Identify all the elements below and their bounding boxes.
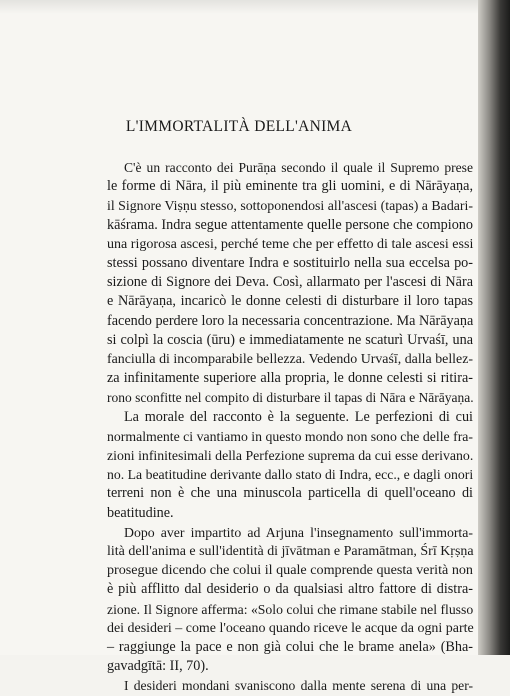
text-line: e Nārāyaṇa, incaricò le donne celesti di disturbare il loro tapas — [107, 293, 473, 310]
text-line: lità dell'anima e sull'identità di jīvātman e Paramātman, Śrī Kṛṣṇa — [107, 544, 474, 560]
text-line: normalmente ci vantiamo in questo mondo non sono che delle fra- — [107, 428, 473, 444]
paragraph-1 — [107, 158, 473, 408]
text-line: beatitudine. — [107, 504, 174, 521]
text-line: una rigorosa ascesi, perché teme che per effetto di tale ascesi essi — [107, 235, 474, 252]
body-text — [107, 158, 473, 696]
paragraph-4 — [107, 676, 473, 695]
text-line: – raggiunge la pace e non già colui che le brame anela» (Bha- — [107, 639, 473, 656]
text-line: il Signore Viṣṇu stesso, sottoponendosi all'ascesi (tapas) a Badari- — [107, 198, 473, 214]
text-line: rono sconfitte nel compito di disturbare il tapas di Nāra e Nārāyaṇa. — [107, 390, 474, 406]
text-line: prosegue dicendo che colui il quale comprende questa verità non — [107, 562, 473, 579]
text-line: gavadgītā: II, 70). — [107, 658, 209, 675]
paragraph-2 — [107, 408, 473, 523]
text-line: fanciulla di incomparabile bellezza. Vedendo Urvaśī, dalla bellez- — [107, 352, 473, 368]
text-line: no. La beatitudine derivante dallo stato di Indra, ecc., e dagli onori — [107, 467, 474, 483]
text-line: le forme di Nāra, il più eminente tra gli uomini, e di Nārāyaṇa, — [107, 178, 473, 195]
text-line: La morale del racconto è la seguente. Le perfezioni di cui — [124, 408, 473, 425]
page-top-shadow — [0, 0, 478, 14]
text-line: dei desideri – come l'oceano quando riceve le acque da ogni parte — [107, 620, 474, 636]
text-line: si colpì la coscia (ūru) e immediatamente ne scaturì Urvaśī, una — [107, 331, 473, 348]
text-line: facendo perdere loro la necessaria concentrazione. Ma Nārāyaṇa — [107, 312, 474, 329]
text-line: terreni non è che una minuscola particella di quell'oceano di — [107, 485, 473, 502]
text-line: kāśrama. Indra segue attentamente quelle persone che compiono — [107, 216, 473, 233]
paragraph-3 — [107, 523, 473, 677]
text-line: C'è un racconto dei Purāṇa secondo il quale il Supremo prese — [124, 160, 473, 175]
chapter-title: L'IMMORTALITÀ DELL'ANIMA — [125, 118, 353, 135]
text-line: zione. Il Signore afferma: «Solo colui che rimane stabile nel flusso — [107, 601, 474, 617]
text-line: Dopo aver impartito ad Arjuna l'insegnamento sull'immorta- — [124, 524, 473, 540]
text-line: I desideri mondani svaniscono dalla mente serena di una per- — [124, 678, 473, 694]
text-line: sizione di Signore dei Deva. Così, allarmato per l'ascesi di Nāra — [107, 274, 473, 291]
book-binding-shadow — [478, 0, 510, 655]
text-line: za infinitamente superiore alla propria, le donne celesti si ritira- — [107, 370, 473, 387]
text-line: stessi possano diventare Indra e sostituirlo nella sua eccelsa po- — [107, 255, 473, 272]
text-line: zioni infinitesimali della Perfezione suprema da cui esse derivano. — [107, 448, 474, 464]
text-line: è più afflitto dal desiderio o da qualsiasi altro fattore di distra- — [107, 581, 473, 598]
